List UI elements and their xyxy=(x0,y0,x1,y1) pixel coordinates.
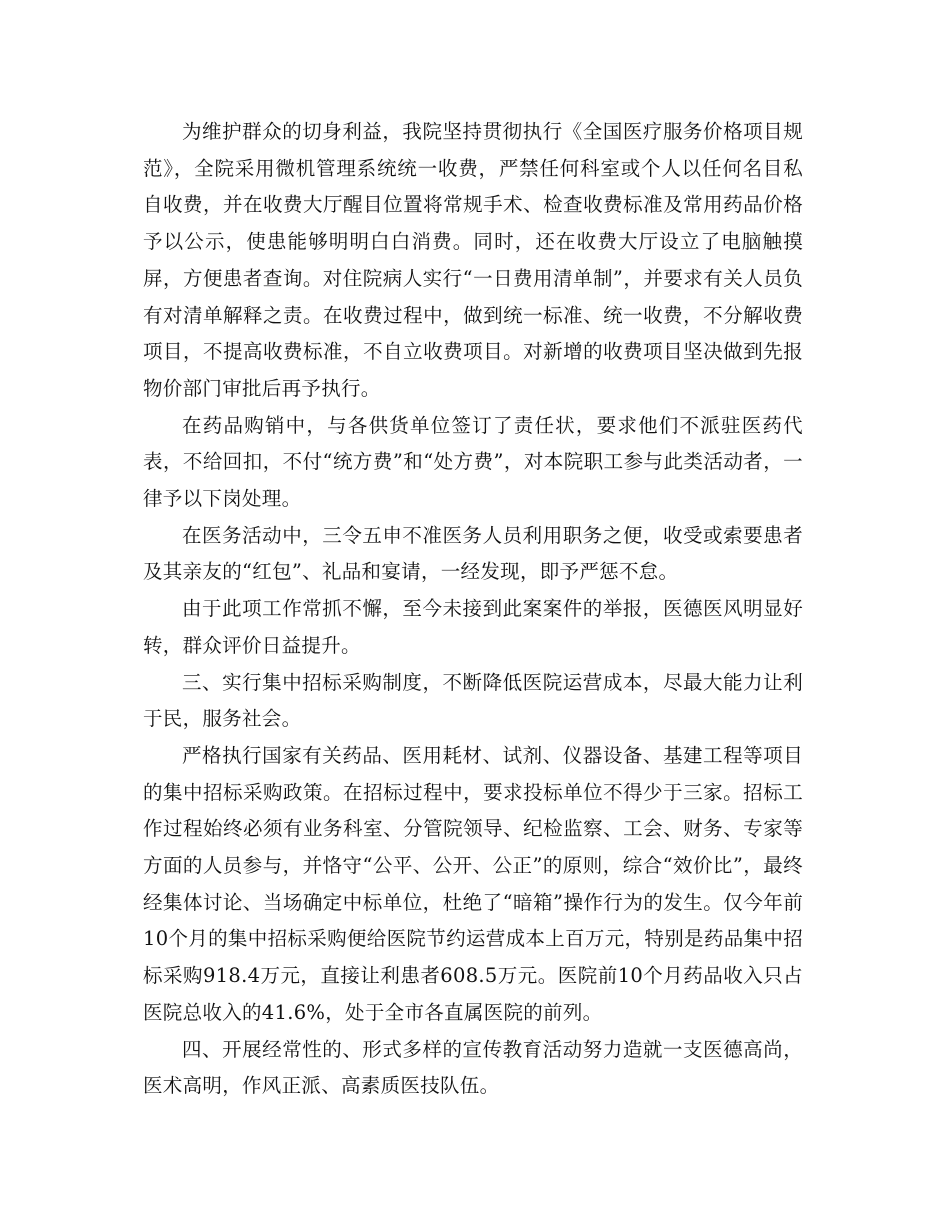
paragraph-fee-management: 为维护群众的切身利益，我院坚持贯彻执行《全国医疗服务价格项目规范》，全院采用微机管理系统统一收费，严禁任何科室或个人以任何名目私自收费，并在收费大厅醒目位置将常规手术、检查收费标准及常用药品价格予以公示，使患能够明明白白消费。同时，还在收费大厅设立了电脑触摸屏，方便患者查询。对住院病人实行“一日费用清单制”，并要求有关人员负有对清单解释之责。在收费过程中，做到统一标准、统一收费，不分解收费项目，不提高收费标准，不自立收费项目。对新增的收费项目坚决做到先报物价部门审批后再予执行。 xyxy=(143,120,803,400)
document-body xyxy=(143,114,803,1105)
section-heading-tendering: 三、实行集中招标采购制度，不断降低医院运营成本，尽最大能力让利于民，服务社会。 xyxy=(143,670,803,731)
paragraph-results: 由于此项工作常抓不懈，至今未接到此案案件的举报，医德医风明显好转，群众评价日益提升。 xyxy=(143,597,803,657)
section-heading-education: 四、开展经常性的、形式多样的宣传教育活动努力造就一支医德高尚，医术高明，作风正派、高素质医技队伍。 xyxy=(143,1037,803,1098)
paragraph-drug-purchase: 在药品购销中，与各供货单位签订了责任状，要求他们不派驻医药代表，不给回扣，不付“统方费”和“处方费”，对本院职工参与此类活动者，一律予以下岗处理。 xyxy=(143,413,803,511)
paragraph-medical-activities: 在医务活动中，三令五申不准医务人员利用职务之便，收受或索要患者及其亲友的“红包”、礼品和宴请，一经发现，即予严惩不怠。 xyxy=(143,523,803,584)
paragraph-tendering-policy: 严格执行国家有关药品、医用耗材、试剂、仪器设备、基建工程等项目的集中招标采购政策。在招标过程中，要求投标单位不得少于三家。招标工作过程始终必须有业务科室、分管院领导、纪检监察、工会、财务、专家等方面的人员参与，并恪守“公平、公开、公正”的原则，综合“效价比”，最终经集体讨论、当场确定中标单位，杜绝了“暗箱”操作行为的发生。仅今年前10个月的集中招标采购便给医院节约运营成本上百万元，特别是药品集中招标采购918.4万元，直接让利患者608.5万元。医院前10个月药品收入只占医院总收入的41.6%，处于全市各直属医院的前列。 xyxy=(143,743,803,1024)
